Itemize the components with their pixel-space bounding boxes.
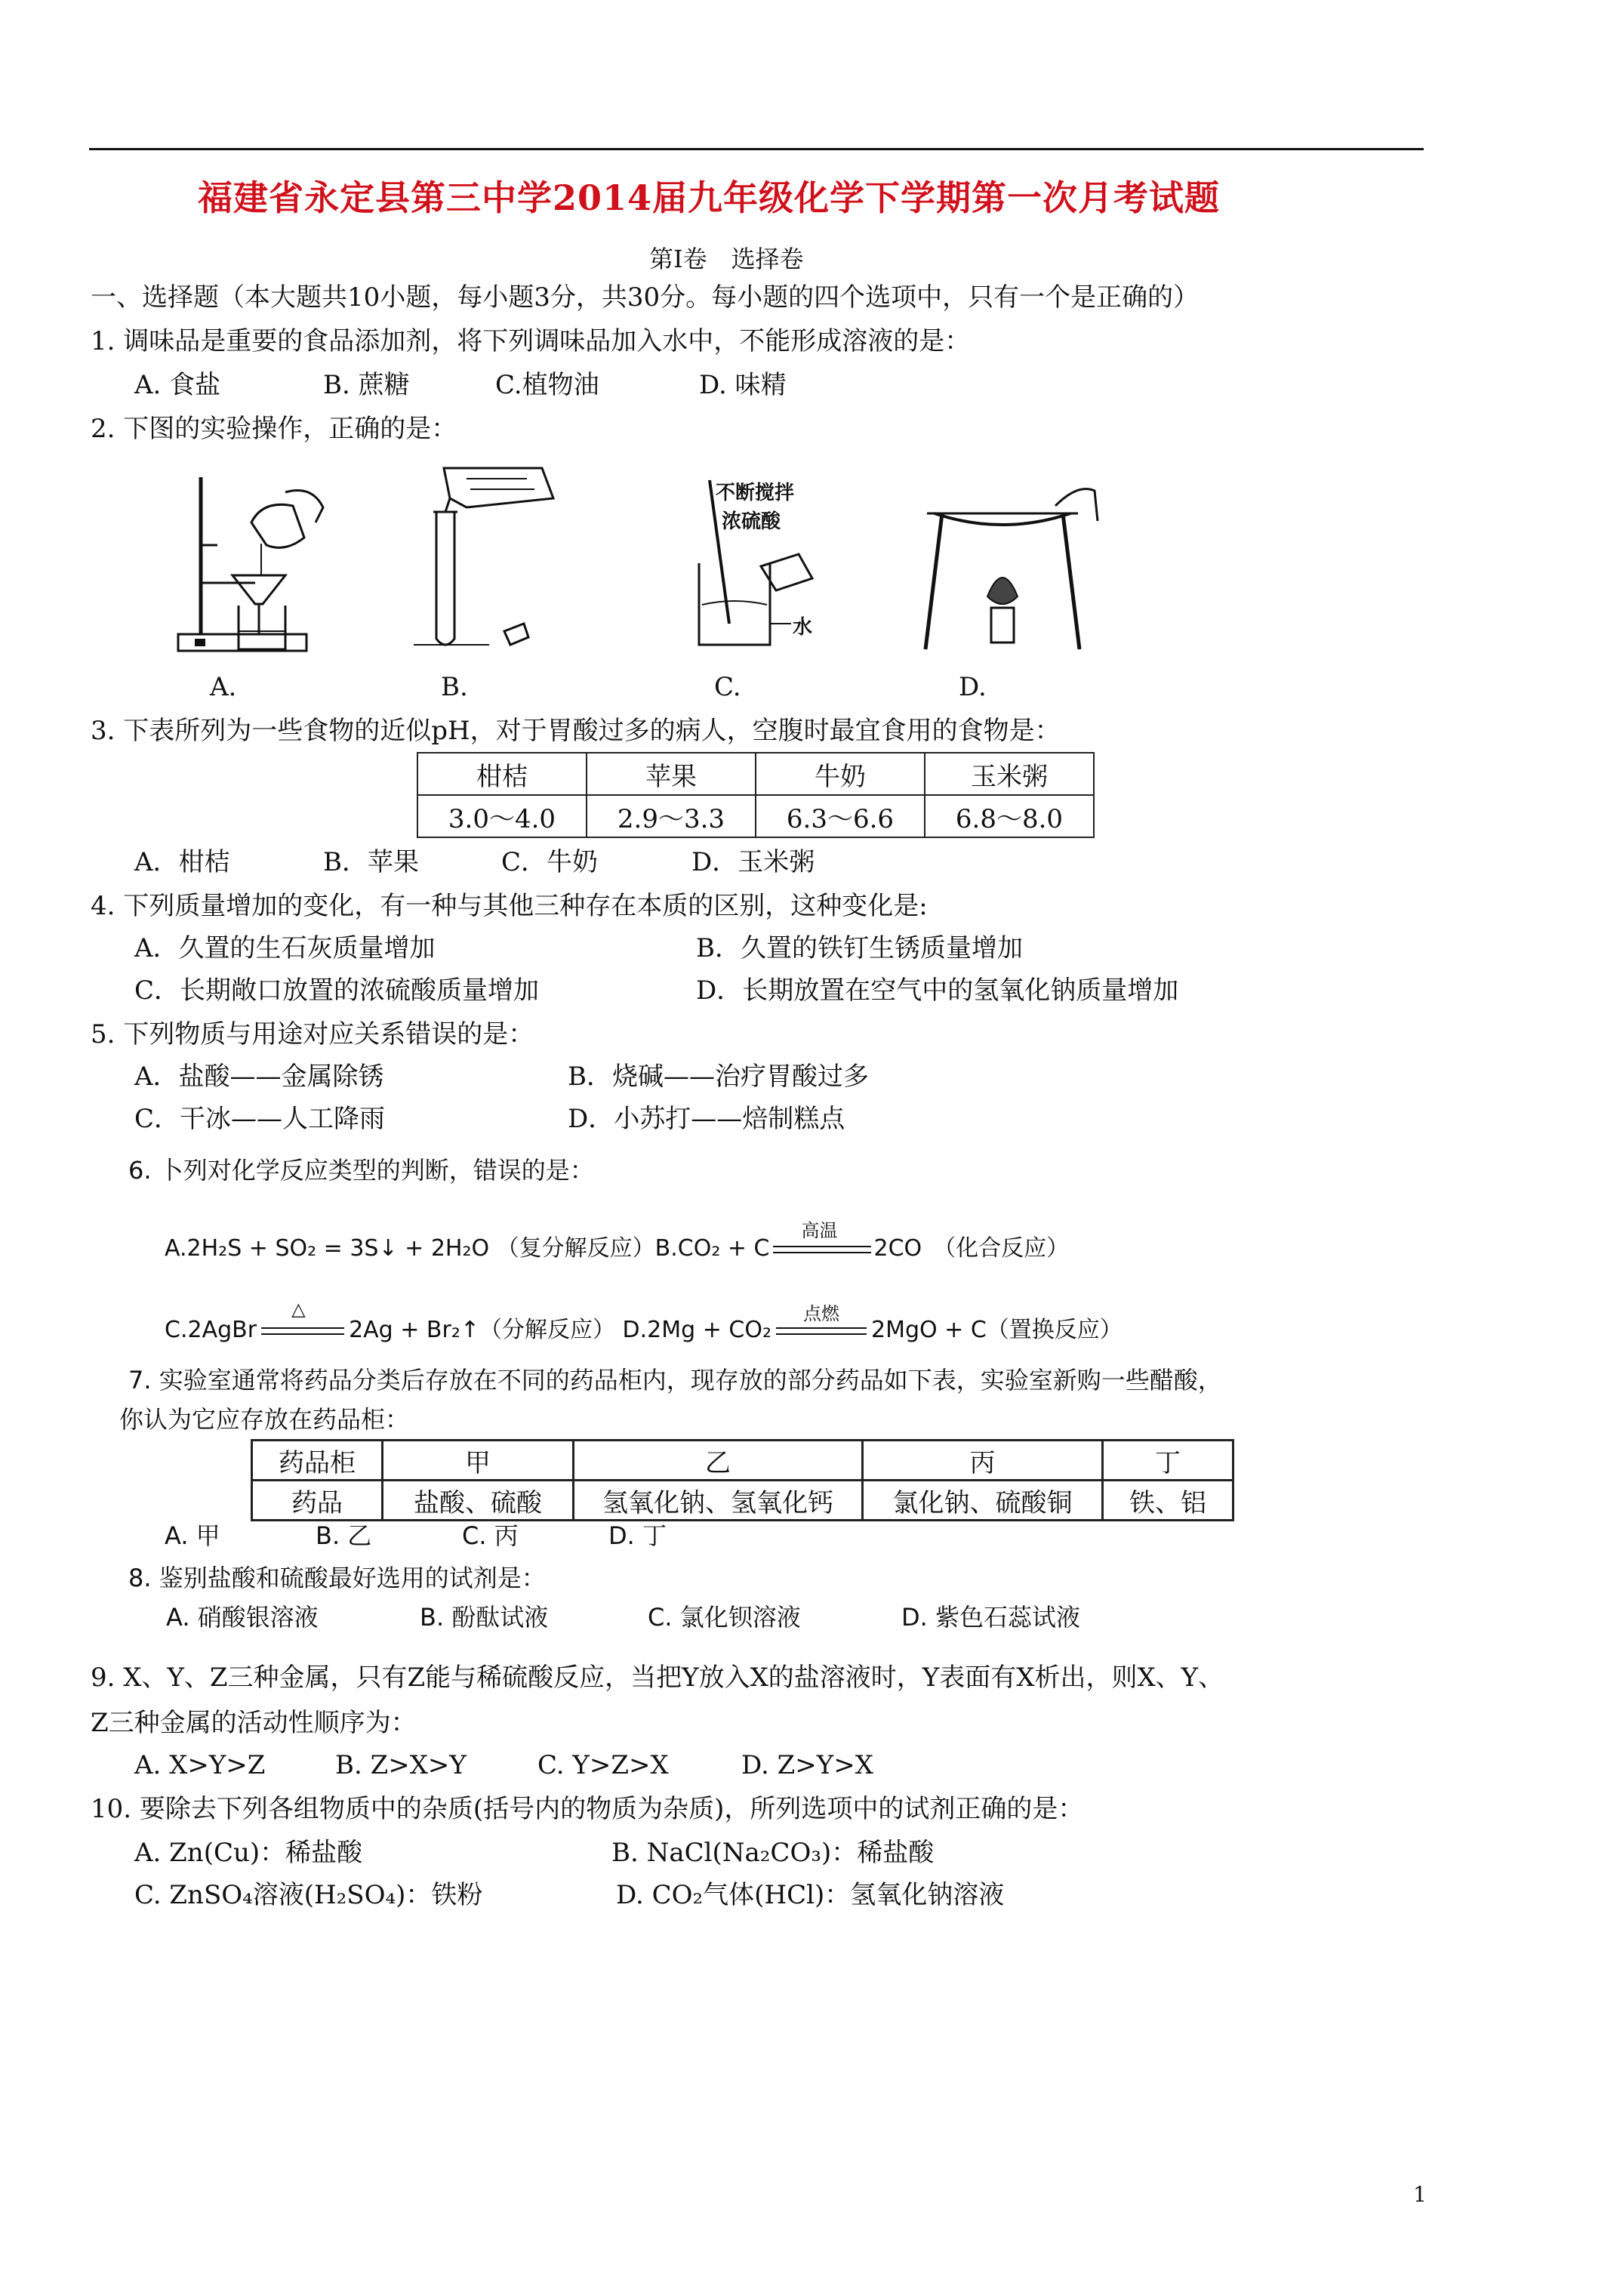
q2-figure-c-label-acid: 浓硫酸: [722, 510, 781, 533]
q2-fig-label-b[interactable]: B.: [441, 672, 468, 702]
q10-option-d[interactable]: D. CO₂气体(HCl)：氢氧化钠溶液: [616, 1880, 1005, 1910]
q10-option-a[interactable]: A. Zn(Cu)：稀盐酸: [134, 1838, 363, 1868]
table-cell: 药品: [252, 1481, 383, 1521]
q7-option-b[interactable]: B. 乙: [316, 1521, 372, 1550]
q1-stem: 1. 调味品是重要的食品添加剂，将下列调味品加入水中，不能形成溶液的是：: [91, 326, 971, 356]
q6-eq-d-right: 2MgO + C（置换反应）: [870, 1317, 1123, 1343]
q1-option-d[interactable]: D. 味精: [699, 370, 787, 400]
table-cell: 氢氧化钠、氢氧化钙: [574, 1481, 863, 1521]
q9-option-c[interactable]: C. Y>Z>X: [537, 1750, 669, 1780]
table-cell: 甲: [383, 1441, 574, 1481]
q8-option-a[interactable]: A. 硝酸银溶液: [166, 1603, 319, 1632]
table-cell: 2.9～3.3: [587, 795, 756, 837]
table-cell: 6.3～6.6: [756, 795, 925, 837]
table-row: [252, 1481, 1233, 1521]
q6-eq-c-right: 2Ag + Br₂↑（分解反应） D.2Mg + CO₂: [349, 1317, 771, 1343]
q4-option-c[interactable]: C．长期敞口放置的浓硫酸质量增加: [134, 975, 540, 1006]
q9-stem-1: 9. X、Y、Z三种金属，只有Z能与稀硫酸反应，当把Y放入X的盐溶液时，Y表面有X析出，则X、Y、: [91, 1663, 1224, 1693]
q2-figure-d: [919, 483, 1101, 661]
q2-figure-c-label-water: 水: [793, 616, 813, 639]
page-number: 1: [1413, 2182, 1427, 2207]
q5-stem: 5. 下列物质与用途对应关系错误的是：: [91, 1019, 534, 1049]
q2-stem: 2. 下图的实验操作，正确的是：: [91, 414, 457, 444]
table-cell: 丁: [1103, 1441, 1233, 1481]
q7-stem-2: 你认为它应存放在药品柜：: [119, 1405, 410, 1434]
q6-eq-a: A.2H₂S + SO₂ = 3S↓ + 2H₂O （复分解反应）B.CO₂ + C: [165, 1235, 770, 1262]
q5-option-b[interactable]: B．烧碱——治疗胃酸过多: [568, 1062, 869, 1092]
q1-option-c[interactable]: C.植物油: [495, 370, 599, 400]
q7-option-d[interactable]: D. 丁: [608, 1521, 667, 1550]
q6-eq-c-condition: △: [291, 1298, 306, 1320]
section-heading: 第Ⅰ卷 选择卷: [649, 245, 804, 273]
q6-eq-c-arrow: [261, 1298, 344, 1342]
q1-option-b[interactable]: B. 蔗糖: [323, 370, 410, 400]
q4-option-b[interactable]: B．久置的铁钉生锈质量增加: [696, 933, 1023, 963]
q6-eq-d-condition: 点燃: [802, 1302, 839, 1324]
q7-option-c[interactable]: C. 丙: [462, 1521, 519, 1550]
q6-eq-d-arrow: [776, 1302, 867, 1342]
table-cell: 柑桔: [417, 753, 587, 795]
q3-stem: 3. 下表所列为一些食物的近似pH，对于胃酸过多的病人，空腹时最宜食用的食物是：: [91, 716, 1061, 746]
q6-eq-b-arrow: [773, 1219, 871, 1261]
table-cell: 玉米粥: [925, 753, 1094, 795]
q3-ph-table: [417, 752, 1095, 838]
table-cell: 6.8～8.0: [925, 795, 1094, 837]
q10-option-c[interactable]: C. ZnSO₄溶液(H₂SO₄)：铁粉: [134, 1880, 483, 1910]
q4-stem: 4. 下列质量增加的变化，有一种与其他三种存在本质的区别，这种变化是:: [91, 891, 928, 921]
q3-option-a[interactable]: A．柑桔: [134, 847, 230, 877]
q1-option-a[interactable]: A. 食盐: [134, 370, 221, 400]
q2-fig-label-d[interactable]: D.: [959, 672, 987, 702]
q5-option-a[interactable]: A．盐酸——金属除锈: [134, 1062, 384, 1092]
q4-option-d[interactable]: D．长期放置在空气中的氢氧化钠质量增加: [696, 975, 1179, 1006]
q9-stem-2: Z三种金属的活动性顺序为：: [91, 1708, 417, 1738]
instructions: 一、选择题（本大题共10小题，每小题3分，共30分。每小题的四个选项中，只有一个是正确的）: [91, 282, 1200, 313]
q8-option-b[interactable]: B. 酚酞试液: [420, 1603, 549, 1632]
q10-stem: 10. 要除去下列各组物质中的杂质(括号内的物质为杂质)，所列选项中的试剂正确的是：: [91, 1794, 1084, 1824]
q2-figure-b: [414, 453, 565, 657]
q5-option-c[interactable]: C．干冰——人工降雨: [134, 1104, 386, 1134]
table-cell: 药品柜: [252, 1441, 383, 1481]
table-cell: 牛奶: [756, 753, 925, 795]
table-cell: 3.0～4.0: [417, 795, 587, 837]
table-cell: 乙: [574, 1441, 863, 1481]
q7-stem-1: 7. 实验室通常将药品分类后存放在不同的药品柜内，现存放的部分药品如下表，实验室新购一些醋酸，: [128, 1366, 1222, 1395]
q8-stem: 8. 鉴别盐酸和硫酸最好选用的试剂是：: [128, 1564, 546, 1592]
table-cell: 苹果: [587, 753, 756, 795]
top-rule: [89, 148, 1424, 150]
q2-figure-a: [172, 462, 338, 663]
q5-option-d[interactable]: D．小苏打——焙制糕点: [568, 1104, 845, 1134]
q7-option-a[interactable]: A. 甲: [165, 1521, 220, 1550]
q9-option-d[interactable]: D. Z>Y>X: [741, 1750, 873, 1780]
q9-option-a[interactable]: A. X>Y>Z: [134, 1750, 266, 1780]
table-row: [252, 1441, 1233, 1481]
q3-option-d[interactable]: D．玉米粥: [691, 847, 815, 877]
q3-option-c[interactable]: C．牛奶: [501, 847, 599, 877]
q2-fig-label-a[interactable]: A.: [210, 672, 237, 702]
table-row: [417, 795, 1094, 837]
table-cell: 盐酸、硫酸: [383, 1481, 574, 1521]
table-row: [417, 753, 1094, 795]
q2-fig-label-c[interactable]: C.: [714, 672, 741, 702]
q6-equations-cd: [165, 1298, 1123, 1344]
q10-option-b[interactable]: B. NaCl(Na₂CO₃)：稀盐酸: [611, 1838, 935, 1868]
table-cell: 氯化钠、硫酸铜: [863, 1481, 1103, 1521]
q9-option-b[interactable]: B. Z>X>Y: [335, 1750, 467, 1780]
q6-eq-b-right: 2CO （化合反应）: [873, 1235, 1070, 1262]
q6-equations-ab: [165, 1219, 1070, 1262]
q8-option-c[interactable]: C. 氯化钡溶液: [648, 1603, 801, 1632]
table-cell: 铁、铝: [1103, 1481, 1233, 1521]
q6-stem: 6. 卜列对化学反应类型的判断，错误的是：: [128, 1156, 594, 1185]
q7-cabinet-table: [251, 1439, 1234, 1521]
q8-option-d[interactable]: D. 紫色石蕊试液: [901, 1603, 1080, 1632]
page-title: 福建省永定县第三中学2014届九年级化学下学期第一次月考试题: [198, 177, 1221, 218]
q4-option-a[interactable]: A．久置的生石灰质量增加: [134, 933, 436, 963]
q3-option-b[interactable]: B．苹果: [323, 847, 419, 877]
q2-figure-c-label-stir: 不断搅拌: [716, 482, 795, 504]
q6-eq-b-condition: 高温: [801, 1219, 838, 1241]
table-cell: 丙: [863, 1441, 1103, 1481]
q6-eq-c: C.2AgBr: [165, 1317, 257, 1343]
